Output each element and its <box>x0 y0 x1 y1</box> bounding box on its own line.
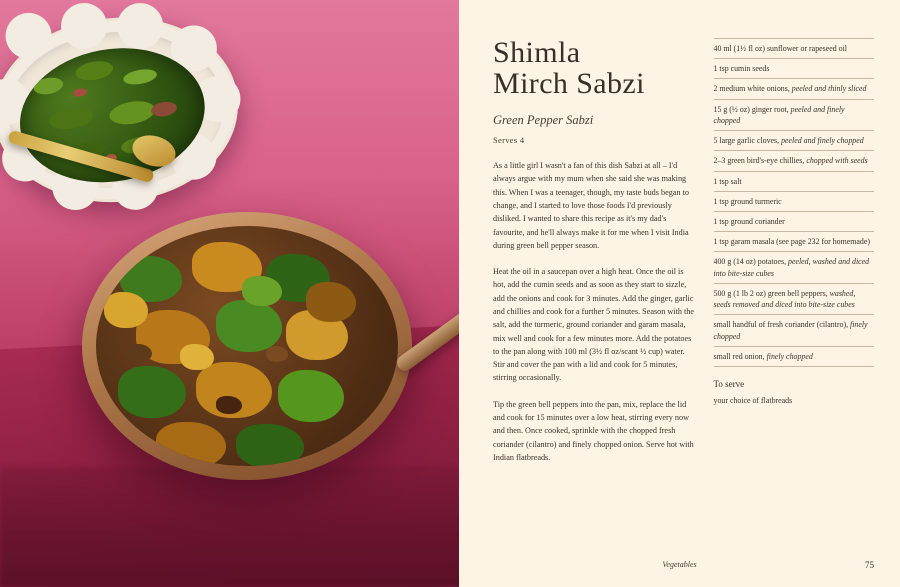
pan-contents <box>96 226 398 466</box>
chapter-footer: Vegetables <box>662 560 697 569</box>
ingredient-text: 2–3 green bird's-eye chillies, <box>713 156 807 166</box>
recipe-page <box>459 0 900 587</box>
to-serve-item: your choice of flatbreads <box>713 395 793 405</box>
recipe-title-line-1: Shimla <box>493 36 581 69</box>
to-serve-heading: To serve <box>713 378 745 389</box>
recipe-method-step-2: Tip the green bell peppers into the pan, mix, replace the lid and cook for 15 minutes over a low heat, stirring every now and then. Once cooked, sprinkle with the chopped fresh coriander (cilantro) and finely chopped onion. Serve hot with Indian flatbreads. <box>493 399 694 462</box>
ingredient-item <box>714 39 874 59</box>
ingredient-text: small handful of fresh coriander (cilantro), <box>713 320 851 330</box>
ingredient-text: 40 ml (1½ fl oz) sunflower or rapeseed oil <box>713 44 847 53</box>
ingredient-item <box>714 284 874 315</box>
recipe-text-column <box>493 34 696 587</box>
ingredient-item <box>714 232 874 252</box>
ingredient-text: 1 tsp salt <box>713 176 742 186</box>
ingredient-item <box>714 100 874 131</box>
ingredient-item <box>714 59 874 79</box>
recipe-title-line-2: Mirch Sabzi <box>493 66 645 100</box>
ingredient-item <box>714 131 874 151</box>
ingredient-item <box>714 252 874 283</box>
ingredient-item <box>714 192 874 212</box>
ingredient-item <box>714 315 874 346</box>
recipe-method-step-1: Heat the oil in a saucepan over a high heat. Once the oil is hot, add the cumin seeds and as soon as they start to sizzle, add the onions and cook for 3 minutes. Add the ginger, garlic and chillies and cook for a further 5 minutes. Season with the salt, add the turmeric, ground coriander and garam masala, mix well and cook for a few minutes more. Add the potatoes to the pan along with 100 ml (3½ fl oz/scant ½ cup) water. Stir and cover the pan with a lid and cook for 5 minutes, stirring occasionally. <box>493 267 694 383</box>
recipe-subtitle: Green Pepper Sabzi <box>493 113 594 128</box>
page-number: 75 <box>865 560 874 570</box>
ingredients-column <box>714 34 874 587</box>
ingredient-item <box>714 151 874 171</box>
ingredients-list <box>714 38 874 367</box>
ingredient-note: peeled and finely chopped <box>781 136 864 146</box>
ingredient-text: 15 g (½ oz) ginger root, <box>713 104 791 114</box>
ingredient-text: 2 medium white onions, <box>713 84 792 94</box>
ingredient-note: peeled and thinly sliced <box>791 84 867 94</box>
recipe-intro: As a little girl I wasn't a fan of this dish Sabzi at all – I'd always argue with my mum when she said she was making this. When I was a teenager, though, my taste buds began to change, and I started to love those foods I'd previously disliked. I wanted to share this recipe as it's my dad's favourite, and he'll always make it for me when I visit India during green bell pepper season. <box>493 161 689 250</box>
ingredient-note: finely chopped <box>766 351 813 361</box>
ingredient-note: peeled, washed and diced into bite-size cubes <box>713 257 870 278</box>
ingredient-item <box>714 212 874 232</box>
ingredient-text: 500 g (1 lb 2 oz) green bell peppers, <box>713 288 830 298</box>
copper-pan <box>82 212 412 480</box>
ingredient-item <box>714 79 874 99</box>
ingredient-note: chopped with seeds <box>806 156 868 166</box>
ingredient-text: 5 large garlic cloves, <box>713 136 782 146</box>
ingredient-text: 1 tsp garam masala (see page 232 for homemade) <box>713 237 870 247</box>
ingredient-text: 1 tsp cumin seeds <box>713 64 770 74</box>
ingredient-item <box>714 172 874 192</box>
ingredient-item <box>714 347 874 367</box>
ingredient-text: 400 g (14 oz) potatoes, <box>713 257 789 267</box>
page-title <box>493 38 696 99</box>
ingredient-note: washed, seeds removed and diced into bite-size cubes <box>713 288 856 310</box>
ingredient-note: peeled and finely chopped <box>713 104 845 125</box>
ingredient-note: finely chopped <box>713 320 868 341</box>
ingredient-text: small red onion, <box>713 351 767 361</box>
ingredient-text: 1 tsp ground coriander <box>713 216 785 226</box>
recipe-serves: Serves 4 <box>493 135 525 146</box>
ingredient-text: 1 tsp ground turmeric <box>713 196 782 206</box>
